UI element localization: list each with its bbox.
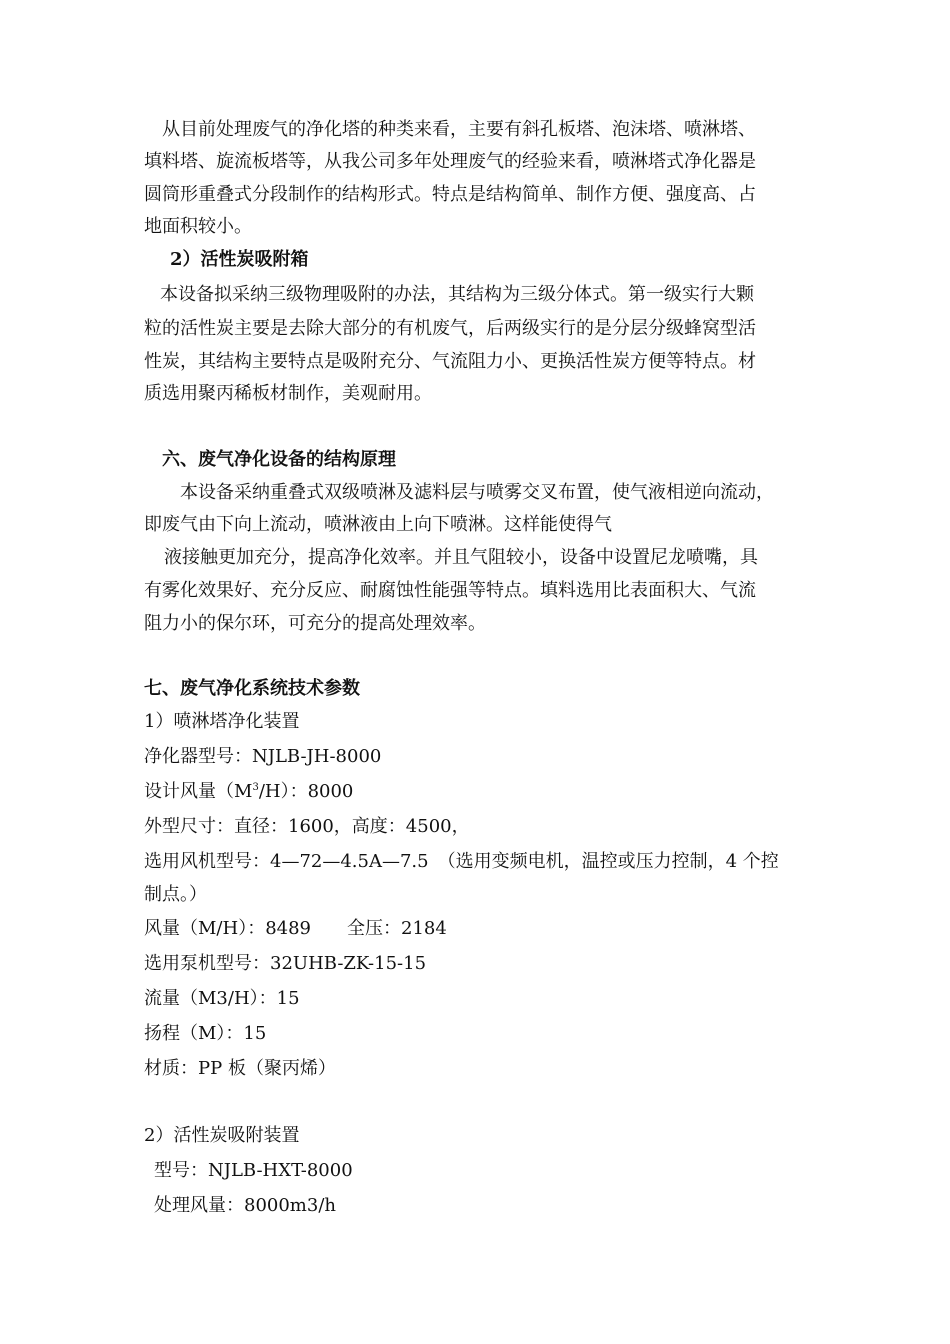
param-fan-model-cont: 制点。） — [144, 884, 207, 905]
param-model-2: 型号：NJLB-HXT-8000 — [154, 1160, 353, 1181]
param-design-airflow: 设计风量$(M^3/H)$：8000 — [144, 781, 354, 802]
paragraph-line: 即废气由下向上流动，喷淋液由上向下喷淋。这样能使得气 — [144, 514, 612, 535]
paragraph-line: 质选用聚丙稀板材制作，美观耐用。 — [144, 383, 432, 404]
section-heading-structure: 六、废气净化设备的结构原理 — [162, 449, 396, 470]
param-material: 材质：PP 板（聚丙烯） — [144, 1058, 336, 1079]
paragraph-line: 阻力小的保尔环，可充分的提高处理效率。 — [144, 613, 486, 634]
paragraph-line: 从目前处理废气的净化塔的种类来看，主要有斜孔板塔、泡沫塔、喷淋塔、 — [144, 119, 756, 140]
paragraph-line: 粒的活性炭主要是去除大部分的有机废气，后两级实行的是分层分级蜂窝型活 — [144, 318, 756, 339]
param-dimensions: 外型尺寸：直径：1600，高度：4500， — [144, 816, 470, 837]
param-model: 净化器型号：NJLB-JH-8000 — [144, 746, 382, 767]
paragraph-line: 液接触更加充分，提高净化效率。并且气阻较小，设备中设置尼龙喷嘴，具 — [164, 547, 758, 568]
paragraph-line: 填料塔、旋流板塔等，从我公司多年处理废气的经验来看，喷淋塔式净化器是 — [144, 151, 756, 172]
param-airflow-2: 处理风量：8000m3/h — [154, 1195, 336, 1216]
paragraph-line: 本设备拟采纳三级物理吸附的办法，其结构为三级分体式。第一级实行大颗 — [160, 284, 754, 305]
section-heading-params: 七、废气净化系统技术参数 — [144, 678, 360, 699]
param-fan-airflow: 风量（M/H）：8489 全压：2184 — [144, 918, 447, 939]
paragraph-line: 圆筒形重叠式分段制作的结构形式。特点是结构简单、制作方便、强度高、占 — [144, 184, 756, 205]
item-title-spray-tower: 1）喷淋塔净化装置 — [144, 711, 300, 732]
subheading-activated-carbon-box: 2）活性炭吸附箱 — [170, 249, 309, 270]
paragraph-line: 性炭，其结构主要特点是吸附充分、气流阻力小、更换活性炭方便等特点。材 — [144, 351, 756, 372]
paragraph-line: 地面积较小。 — [144, 216, 252, 237]
item-title-activated-carbon: 2）活性炭吸附装置 — [144, 1125, 300, 1146]
param-head: 扬程（M）：15 — [144, 1023, 267, 1044]
param-flow: 流量（M3/H）：15 — [144, 988, 300, 1009]
paragraph-line: 有雾化效果好、充分反应、耐腐蚀性能强等特点。填料选用比表面积大、气流 — [144, 580, 756, 601]
paragraph-line: 本设备采纳重叠式双级喷淋及滤料层与喷雾交叉布置，使气液相逆向流动， — [162, 482, 774, 503]
param-pump-model: 选用泵机型号：32UHB-ZK-15-15 — [144, 953, 427, 974]
param-fan-model: 选用风机型号：4—72—4.5A—7.5 （选用变频电机，温控或压力控制，4 个控 — [144, 851, 779, 872]
